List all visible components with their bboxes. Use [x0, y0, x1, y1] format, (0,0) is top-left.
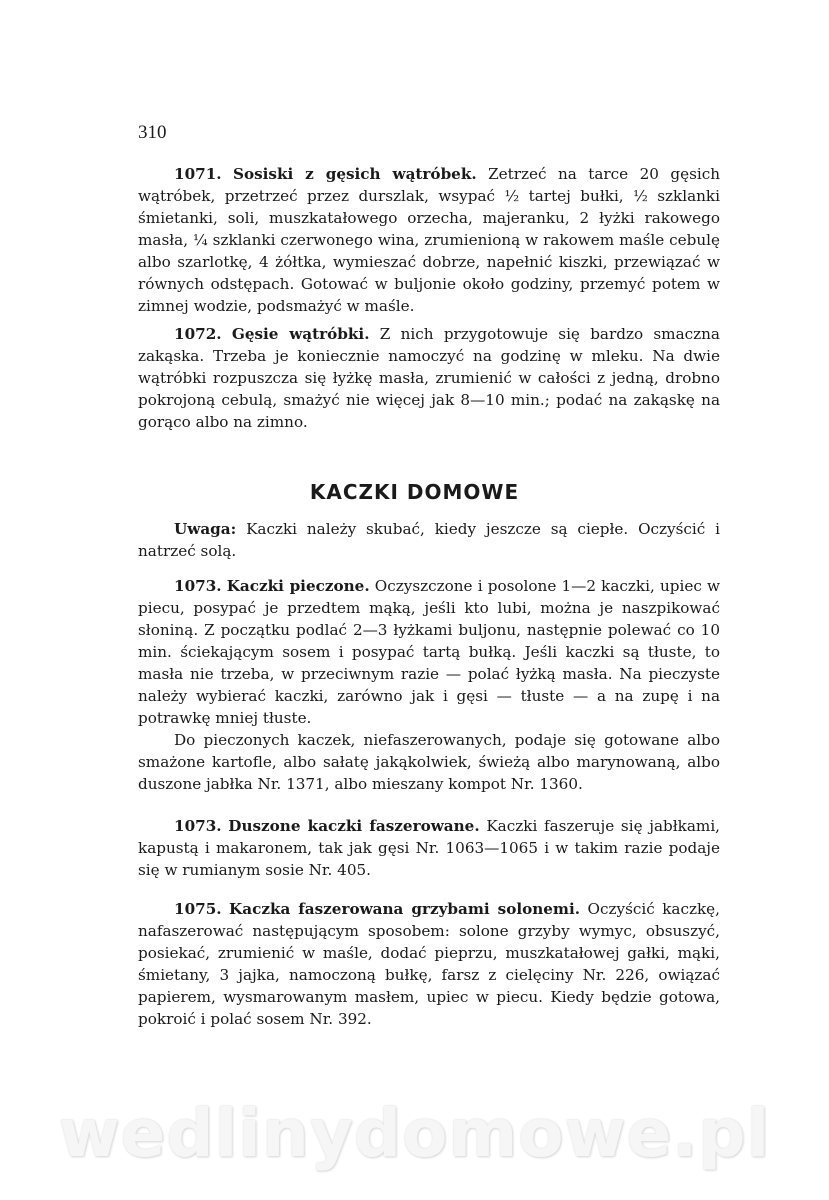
recipe-text: Oczyścić kaczkę, nafaszerować następującym sposobem: solone grzyby wymyc, obsuszyć, posiekać, zrumienić w maśle, dodać pieprzu, muszkatałowej gałki, mąki, śmietany, 3 jajka, namoczoną bułkę, farsz z cielęciny Nr. 226, owiązać papierem, wysmarowanym masłem, upiec w piecu. Kiedy będzie gotowa, pokroić i polać sosem Nr. 392. — [138, 900, 721, 1028]
recipe-1073-pieczone — [138, 575, 720, 729]
recipe-text: Zetrzeć na tarce 20 gęsich wątróbek, przetrzeć przez durszlak, wsypać ½ tartej bułki, ½ szklanki śmietanki, soli, muszkatałowego orzecha, majeranku, 2 łyżki rakowego masła, ¼ szklanki czerwonego wina, zrumienioną w rakowem maśle cebulę albo szarlotkę, 4 żółtka, wymieszać dobrze, napełnić kiszki, przewiązać w równych odstępach. Gotować w buljonie około godziny, przemyć potem w zimnej wodzie, podsmażyć w maśle. — [138, 165, 721, 315]
recipe-number: 1072. — [174, 325, 222, 343]
page-number: 310 — [138, 122, 167, 143]
recipe-1072 — [138, 323, 720, 433]
note-paragraph — [138, 518, 720, 562]
recipe-title: Sosiski z gęsich wątróbek. — [233, 165, 477, 183]
section-heading: KACZKI DOMOWE — [309, 480, 520, 504]
recipe-title: Kaczka faszerowana grzybami solonemi. — [229, 900, 581, 918]
recipe-number: 1073. — [174, 817, 222, 835]
recipe-number: 1073. — [174, 577, 222, 595]
recipe-number: 1075. — [174, 900, 222, 918]
recipe-text: Z nich przygotowuje się bardzo smaczna zakąska. Trzeba je koniecznie namoczyć na godzinę w mleku. Na dwie wątróbki rozpuszcza się łyżkę masła, zrumienić w całości z jedną, drobno pokrojoną cebulą, smażyć nie więcej jak 8—10 min.; podać na zakąskę na gorąco albo na zimno. — [138, 325, 720, 431]
recipe-1073-extra — [138, 729, 720, 795]
recipe-1075 — [138, 898, 720, 1030]
watermark: wedlinydomowe.pl — [58, 1095, 771, 1172]
recipe-extra-text: Do pieczonych kaczek, niefaszerowanych, podaje się gotowane albo smażone kartofle, albo sałatę jakąkolwiek, świeżą albo marynowaną, albo duszone jabłka Nr. 1371, albo mieszany kompot Nr. 1360. — [138, 731, 720, 793]
recipe-1073-duszone — [138, 815, 720, 881]
recipe-title: Duszone kaczki faszerowane. — [228, 817, 480, 835]
recipe-title: Kaczki pieczone. — [226, 577, 370, 595]
note-text: Kaczki należy skubać, kiedy jeszcze są ciepłe. Oczyścić i natrzeć solą. — [138, 520, 720, 560]
recipe-text: Oczyszczone i posolone 1—2 kaczki, upiec w piecu, posypać je przedtem mąką, jeśli kto lubi, można je naszpikować słoniną. Z początku podlać 2—3 łyżkami buljonu, następnie polewać co 10 min. ściekającym sosem i posypać tartą bułką. Jeśli kaczki są tłuste, to masła nie trzeba, w przeciwnym razie — polać łyżką masła. Na pieczyste należy wybierać kaczki, zarówno jak i gęsi — tłuste — a na zupę i na potrawkę mniej tłuste. — [138, 577, 721, 727]
recipe-number: 1071. — [174, 165, 222, 183]
recipe-title: Gęsie wątróbki. — [231, 325, 370, 343]
note-label: Uwaga: — [174, 520, 237, 538]
recipe-1071 — [138, 163, 720, 317]
recipe-text: Kaczki faszeruje się jabłkami, kapustą i makaronem, tak jak gęsi Nr. 1063—1065 i w takim razie podaje się w rumianym sosie Nr. 405. — [138, 817, 721, 879]
